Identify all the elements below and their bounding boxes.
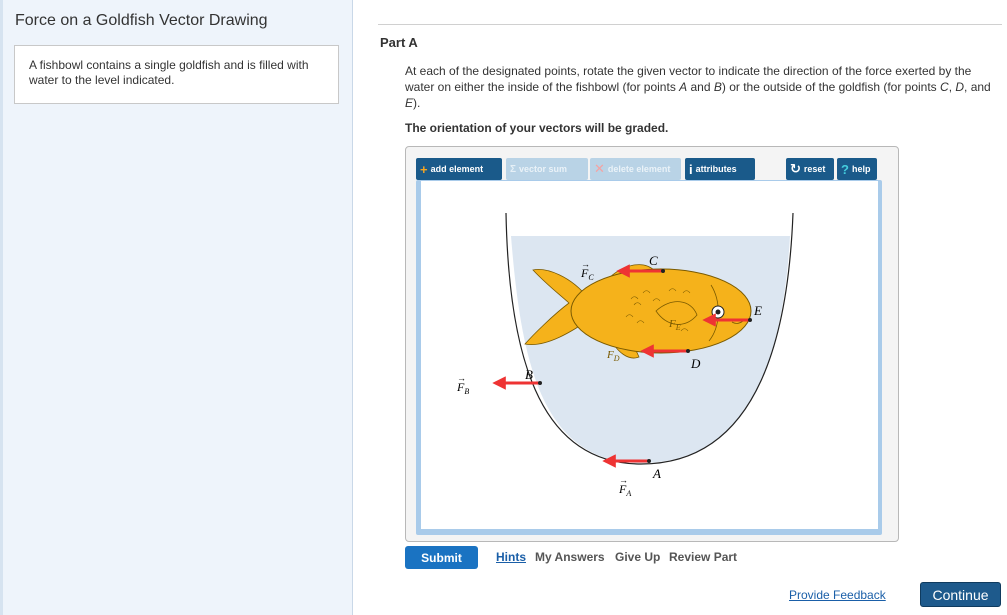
point-d-marker: [686, 349, 690, 353]
vector-fe-label: $F_E$: [669, 318, 681, 332]
fishbowl-diagram: [421, 181, 878, 529]
attributes-button[interactable]: i attributes: [685, 158, 755, 180]
question-icon: ?: [841, 161, 849, 177]
point-b-marker: [538, 381, 542, 385]
help-button[interactable]: ? help: [837, 158, 877, 180]
part-instructions: At each of the designated points, rotate the given vector to indicate the direction of the force exerted by the water on either the inside of the fishbowl (for points A and B) or the outside of the goldfish (for points C, D, and E).: [405, 64, 991, 110]
part-label: Part A: [380, 35, 418, 50]
problem-sidebar: [0, 0, 353, 615]
point-c-marker: [661, 269, 665, 273]
vector-fd-label: $F_D$: [607, 349, 620, 363]
point-c-label: C: [649, 253, 658, 268]
point-e-label: E: [754, 303, 762, 318]
graded-note: The orientation of your vectors will be graded.: [405, 121, 669, 135]
provide-feedback-link[interactable]: Provide Feedback: [789, 588, 886, 602]
info-icon: i: [689, 161, 693, 177]
vector-fa-arrow-accent: →: [619, 475, 628, 485]
point-e-marker: [748, 318, 752, 322]
drawing-toolbar: [416, 158, 881, 182]
sidebar-edge: [0, 0, 3, 615]
review-part-link[interactable]: Review Part: [669, 550, 738, 564]
divider: [378, 24, 1002, 25]
point-a-label: A: [653, 466, 661, 481]
hints-link[interactable]: Hints: [496, 550, 526, 564]
continue-button[interactable]: Continue: [920, 582, 1001, 607]
vector-fb-arrow-accent: →: [457, 373, 466, 383]
reset-button[interactable]: ↻ reset: [786, 158, 834, 180]
point-a-marker: [647, 459, 651, 463]
x-icon: ✕: [594, 161, 605, 176]
my-answers-link[interactable]: My Answers: [535, 550, 605, 564]
problem-title: Force on a Goldfish Vector Drawing: [15, 12, 268, 29]
submit-button[interactable]: Submit: [405, 546, 478, 569]
goldfish-pupil: [716, 310, 721, 315]
plus-icon: +: [420, 161, 428, 177]
reset-icon: ↻: [790, 161, 801, 176]
drawing-canvas[interactable]: [421, 181, 878, 529]
point-b-label: B: [525, 367, 533, 382]
add-element-button[interactable]: + add element: [416, 158, 502, 180]
point-d-label: D: [691, 356, 701, 371]
vector-sum-button[interactable]: Σ vector sum: [506, 158, 588, 180]
delete-element-button[interactable]: ✕ delete element: [590, 158, 681, 180]
vector-fc-label: $F_C$: [581, 266, 594, 282]
vector-fa-label: $F_A$: [619, 482, 632, 498]
sigma-icon: Σ: [510, 163, 517, 175]
give-up-link[interactable]: Give Up: [615, 550, 661, 564]
problem-intro: A fishbowl contains a single goldfish and is filled with water to the level indicated.: [14, 45, 339, 104]
vector-fc-arrow-accent: →: [581, 259, 590, 269]
vector-fb-label: $F_B$: [457, 380, 470, 396]
